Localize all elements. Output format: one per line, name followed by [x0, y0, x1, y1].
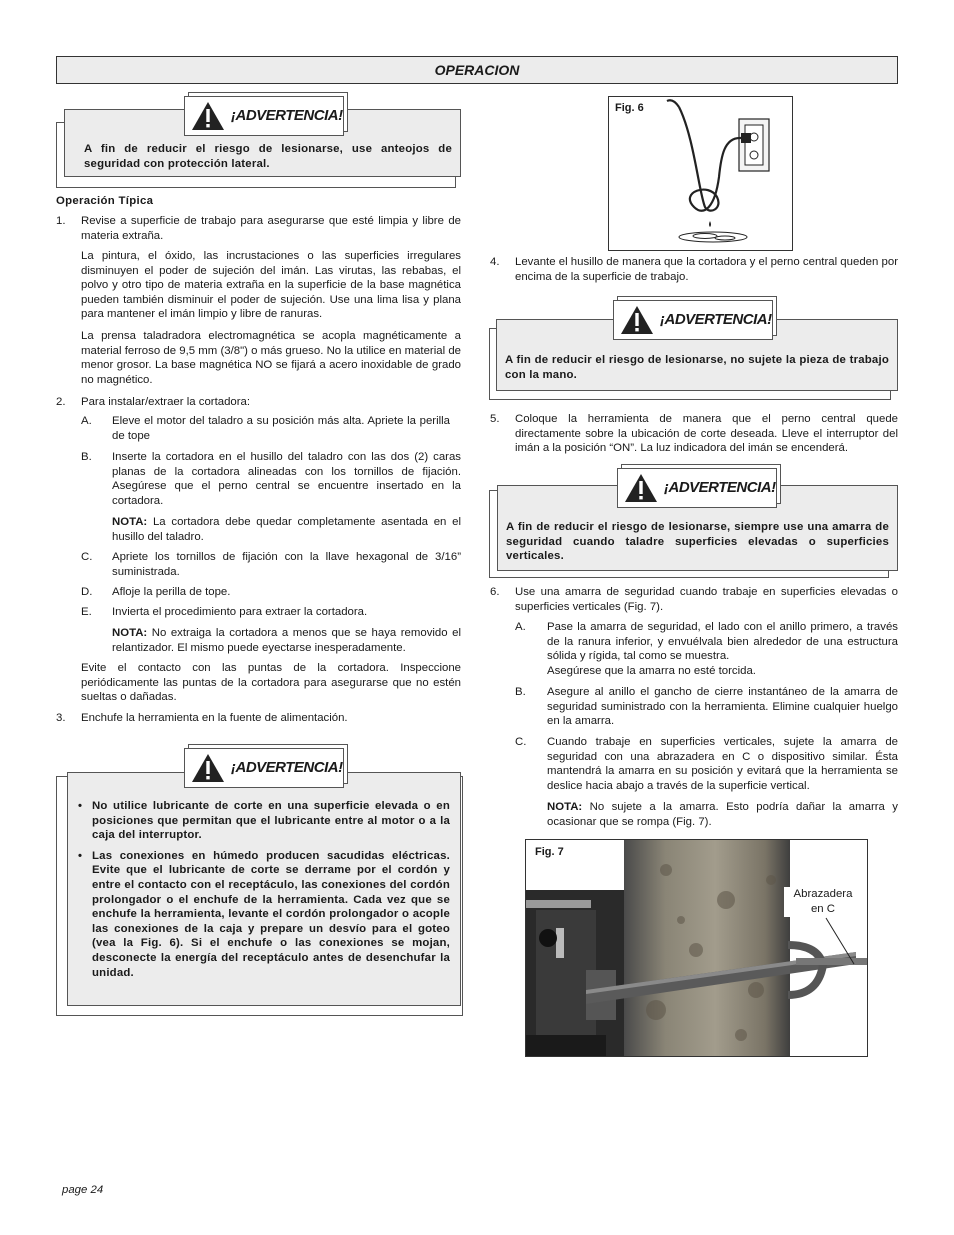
sub-letter: C. — [81, 551, 93, 563]
avoid-contact-text: Evite el contacto con las puntas de la cortadora. Inspeccione periódicamente las puntas de la cortadora para asegurarse que no estén sueltas o dañadas. — [81, 662, 461, 704]
step-6a-main: Pase la amarra de seguridad, el lado con el anillo primero, a través de la ranura inferior, y envuélvala bien alrededor de una estructura sólida y rígida, tal como se muestra. — [547, 621, 898, 663]
warning-triangle-icon — [191, 101, 225, 131]
item-number: 3. — [56, 712, 66, 724]
warning-label: ¡ADVERTENCIA! — [660, 311, 772, 328]
warning-triangle-icon — [191, 753, 225, 783]
warning-triangle-icon — [624, 473, 658, 503]
figure-label: Fig. 7 — [535, 846, 564, 858]
item-number: 6. — [490, 586, 500, 598]
step-6c-note — [547, 800, 898, 829]
note-text: No extraiga la cortadora a menos que se haya removido el relantizador. El mismo puede eyectarse inesperadamente. — [112, 627, 461, 654]
sub-letter: C. — [515, 736, 527, 748]
warning-triangle-icon — [620, 305, 654, 335]
item1-paragraph-2: La pintura, el óxido, las incrustaciones o las superficies irregulares disminuyen el poder de sujeción del imán. Las virutas, las rebabas, el polvo y otro tipo de materia extraña en la superficie de la base magnética pueden también disminuir el poder de sujeción. Use una lima lisa y plana para mantener el imán limpio y libre de ranuras. — [81, 250, 461, 321]
item-number: 5. — [490, 413, 500, 425]
lanyard-clamp-photo — [526, 840, 867, 1056]
step-6b-text: Asegure al anillo el gancho de cierre instantáneo de la amarra de seguridad suministrado con la herramienta. Elimine cualquier huelgo en la amarra. — [547, 686, 898, 728]
warning-item: • Las conexiones en húmedo producen sacudidas eléctricas. Evite que el lubricante de corte se derrame por el cordón y entre el contacto con el receptáculo, las conexiones del cordón prolongador o el enchufe de la herramienta. Cada vez que se enchufe la herramienta, levante el cordón prolongador o acople las conexiones de la caja y prepare un desvío para el goteo (vea la Fig. 6). Si el enchufe o las conexiones se mojan, desconecte la energía del receptáculo antes de desenchufar la unidad. — [78, 849, 450, 980]
warning-label: ¡ADVERTENCIA! — [231, 107, 343, 124]
warning-list — [78, 799, 450, 980]
note-text: No sujete a la amarra. Esto podría dañar la amarra y ocasionar que se rompa (Fig. 7). — [547, 801, 898, 828]
step-6a-sub: Asegúrese que la amarra no esté torcida. — [547, 664, 756, 677]
item5-text: Coloque la herramienta de manera que el perno central quede directamente sobre la ubicación de corte deseada. Lleve el interruptor del imán a la posición “ON”. La luz indicadora del imán se encenderá. — [515, 413, 898, 455]
item4-text: Levante el husillo de manera que la cortadora y el perno central queden por encima de la superficie de trabajo. — [515, 256, 898, 283]
item2-text: Para instalar/extraer la cortadora: — [81, 396, 251, 408]
item-number: 4. — [490, 256, 500, 268]
note-label: NOTA: — [112, 627, 148, 639]
step-b-text: Inserte la cortadora en el husillo del taladro con las dos (2) caras planas de la cortadora alineadas con los tornillos de fijación. Asegúrese que el perno central se encuentre insertado en la cortadora. — [112, 451, 461, 507]
warning-tag — [184, 748, 344, 788]
callout-line-1: Abrazadera — [793, 888, 853, 900]
warning-box-lanyard — [489, 468, 899, 578]
warning-text: A fin de reducir el riesgo de lesionarse, use anteojos de seguridad con protección lateral. — [84, 143, 452, 170]
step-6a-text — [547, 620, 898, 678]
sub-letter: A. — [81, 415, 92, 427]
warning-tag — [617, 468, 777, 508]
warning-text: A fin de reducir el riesgo de lesionarse, no sujete la pieza de trabajo con la mano. — [505, 354, 889, 381]
sub-letter: A. — [515, 621, 526, 633]
warning-tag — [184, 96, 344, 136]
item-number: 1. — [56, 215, 66, 227]
warning-text: A fin de reducir el riesgo de lesionarse, siempre use una amarra de seguridad cuando taladre superficies elevadas o superficies verticales. — [506, 521, 889, 563]
figure-label: Fig. 6 — [615, 102, 644, 114]
warning-box-workpiece — [489, 300, 899, 400]
warning-label: ¡ADVERTENCIA! — [664, 479, 776, 496]
note-label: NOTA: — [547, 801, 583, 813]
callout-line-2: en C — [810, 903, 836, 915]
figure-7 — [525, 839, 868, 1057]
warning-tag — [613, 300, 773, 340]
warning-box-eye-protection — [56, 96, 462, 188]
sub-letter: E. — [81, 606, 92, 618]
page-number: page 24 — [62, 1184, 104, 1196]
sub-letter: D. — [81, 586, 93, 598]
step-b-note — [112, 515, 461, 544]
note-label: NOTA: — [112, 516, 148, 528]
note-text: La cortadora debe quedar completamente asentada en el husillo del taladro. — [112, 516, 461, 543]
step-6c-text: Cuando trabaje en superficies verticales, sujete la amarra de seguridad con una abrazadera en C o dispositivo similar. Ésta mantendrá la amarra en su posición y evitará que la herramienta se deslice hacia abajo a través de la superficie vertical. — [547, 736, 898, 792]
warning-label: ¡ADVERTENCIA! — [231, 759, 343, 776]
item1-paragraph-3: La prensa taladradora electromagnética se acopla magnéticamente a material ferroso de 9,5 mm (3/8") o más grueso. No la utilice en material de menor grosor. La base magnética NO se fijará a acero inoxidable de grado no magnético. — [81, 330, 461, 386]
section-title: OPERACION — [56, 56, 898, 84]
sub-letter: B. — [81, 451, 92, 463]
item3-text: Enchufe la herramienta en la fuente de alimentación. — [81, 712, 348, 724]
step-c-text: Apriete los tornillos de fijación con la llave hexagonal de 3/16” suministrada. — [112, 551, 461, 578]
item1-text: Revise a superficie de trabajo para asegurarse que esté limpia y libre de materia extraña. — [81, 215, 461, 242]
figure-6 — [608, 96, 793, 251]
drip-loop-illustration — [609, 97, 792, 250]
item-number: 2. — [56, 396, 66, 408]
step-e-text: Invierta el procedimiento para extraer la cortadora. — [112, 606, 368, 618]
warning-box-lubricant — [56, 748, 462, 1016]
step-d-text: Afloje la perilla de tope. — [112, 586, 231, 598]
warning-item: • No utilice lubricante de corte en una superficie elevada o en posiciones que permitan que el lubricante entre al motor o a la caja del interruptor. — [78, 799, 450, 843]
step-a-text: Eleve el motor del taladro a su posición más alta. Apriete la perilla de tope — [112, 415, 450, 442]
subheading-typical-operation: Operación Típica — [56, 195, 154, 207]
callout-c-clamp — [784, 887, 862, 917]
item6-text: Use una amarra de seguridad cuando trabaje en superficies elevadas o superficies verticales (Fig. 7). — [515, 586, 898, 613]
step-e-note — [112, 626, 461, 655]
sub-letter: B. — [515, 686, 526, 698]
